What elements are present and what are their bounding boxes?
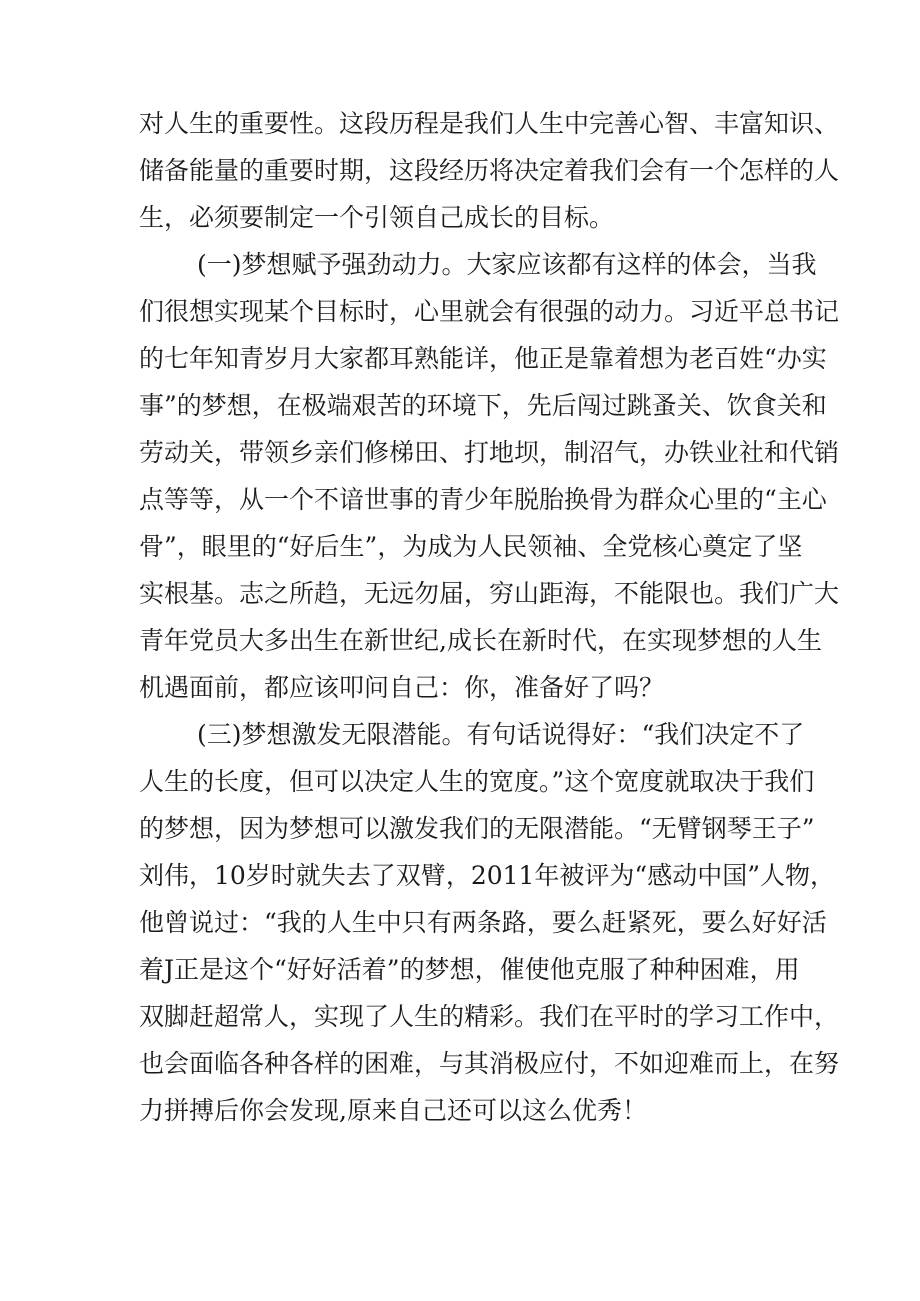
text-line: 人生的长度，但可以决定人生的宽度。”这个宽度就取决于我们	[139, 767, 815, 796]
document-body	[139, 100, 840, 1134]
text-line: 双脚赶超常人，实现了人生的精彩。我们在平时的学习工作中，	[139, 1002, 840, 1031]
text-line: 的梦想，因为梦想可以激发我们的无限潜能。“无臂钢琴王子”	[139, 814, 815, 843]
text-line: 储备能量的重要时期，这段经历将决定着我们会有一个怎样的人	[139, 156, 840, 185]
paragraph-dream-motivation	[139, 241, 840, 711]
text-line: 着J正是这个“好好活着”的梦想，催使他克服了种种困难，用	[139, 955, 800, 984]
text-line: 骨”，眼里的“好后生”，为成为人民领袖、全党核心奠定了坚	[139, 532, 803, 561]
text-line: 对人生的重要性。这段历程是我们人生中完善心智、丰富知识、	[139, 109, 840, 138]
text-line: (三)梦想激发无限潜能。有句话说得好：“我们决定不了	[197, 720, 805, 749]
text-line: 力拼搏后你会发现,原来自己还可以这么优秀！	[139, 1096, 647, 1125]
text-line: 劳动关，带领乡亲们修梯田、打地坝，制沼气，办铁业社和代销	[139, 438, 840, 467]
text-line: (一)梦想赋予强劲动力。大家应该都有这样的体会，当我	[197, 250, 817, 279]
text-line: 生，必须要制定一个引领自己成长的目标。	[139, 203, 615, 232]
text-line: 们很想实现某个目标时，心里就会有很强的动力。习近平总书记	[139, 297, 840, 326]
text-line: 青年党员大多出生在新世纪,成长在新时代，在实现梦想的人生	[139, 626, 822, 655]
text-line: 的七年知青岁月大家都耳熟能详，他正是靠着想为老百姓“办实	[139, 344, 827, 373]
text-line: 机遇面前，都应该叩问自己：你，准备好了吗？	[139, 673, 665, 702]
text-line: 实根基。志之所趋，无远勿届，穷山距海，不能限也。我们广大	[139, 579, 840, 608]
text-line: 刘伟，10岁时就失去了双臂，2011年被评为“感动中国”人物，	[139, 861, 835, 890]
text-line: 事”的梦想，在极端艰苦的环境下，先后闯过跳蚤关、饮食关和	[139, 391, 827, 420]
text-line: 他曾说过：“我的人生中只有两条路，要么赶紧死，要么好好活	[139, 908, 827, 937]
paragraph-dream-potential	[139, 711, 840, 1134]
text-line: 也会面临各种各样的困难，与其消极应付，不如迎难而上，在努	[139, 1049, 840, 1078]
text-line: 点等等，从一个不谙世事的青少年脱胎换骨为群众心里的“主心	[139, 485, 827, 514]
paragraph-continuation	[139, 100, 840, 241]
